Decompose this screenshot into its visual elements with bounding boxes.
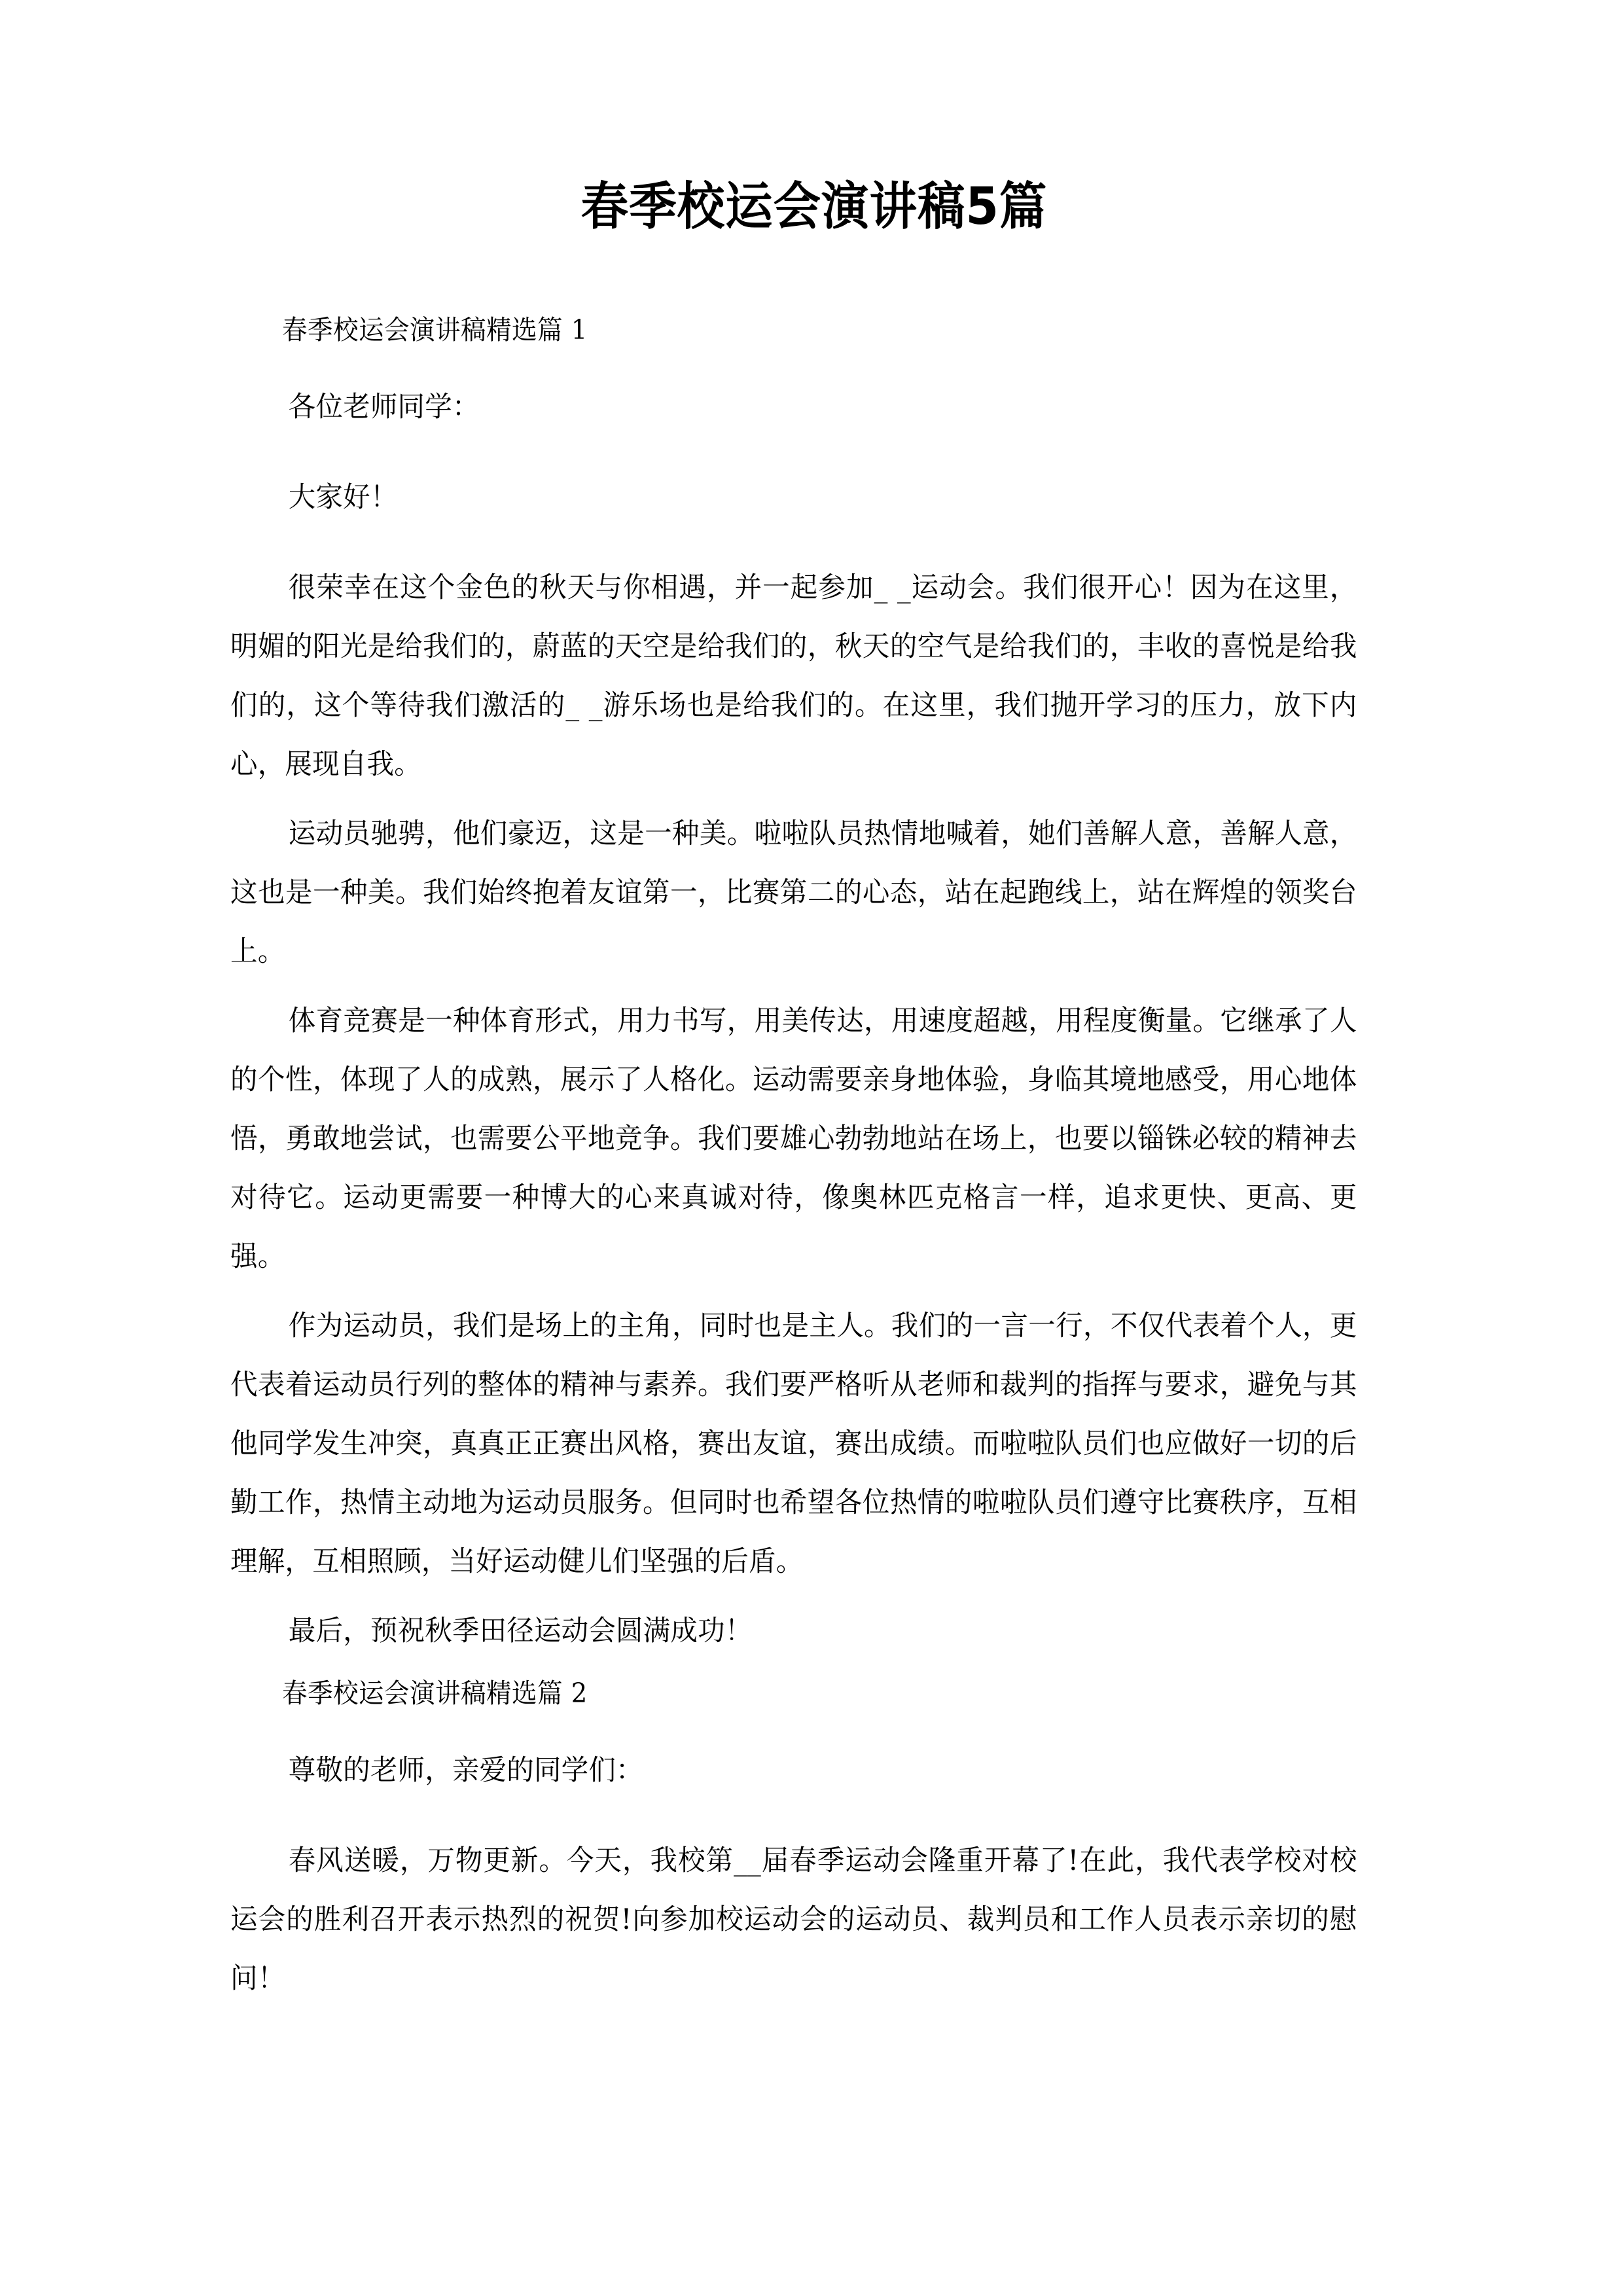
section-1-paragraph-4: 作为运动员，我们是场上的主角，同时也是主人。我们的一言一行，不仅代表着个人，更代表着运动员行列的整体的精神与素养。我们要严格听从老师和裁判的指挥与要求，避免与其他同学发生冲突，真真正正赛出风格，赛出友谊，赛出成绩。而啦啦队员们也应做好一切的后勤工作，热情主动地为运动员服务。但同时也希望各位热情的啦啦队员们遵守比赛秩序，互相理解，互相照顾，当好运动健儿们坚强的后盾。 (230, 1309, 1357, 1578)
section-1-paragraph-3: 体育竞赛是一种体育形式，用力书写，用美传达，用速度超越，用程度衡量。它继承了人的个性，体现了人的成熟，展示了人格化。运动需要亲身地体验，身临其境地感受，用心地体悟，勇敢地尝试，也需要公平地竞争。我们要雄心勃勃地站在场上，也要以锱铢必较的精神去对待它。运动更需要一种博大的心来真诚对待，像奥林匹克格言一样，追求更快、更高、更强。 (230, 1004, 1357, 1273)
section-2-salutation: 尊敬的老师，亲爱的同学们： (288, 1753, 643, 1787)
spacer (230, 794, 1398, 804)
section-1-closing: 最后，预祝秋季田径运动会圆满成功！ (288, 1614, 753, 1647)
spacer (230, 1286, 1398, 1297)
spacer (230, 237, 1398, 317)
section-2 (230, 1677, 1398, 2008)
spacer (230, 437, 1398, 468)
section-1-paragraph-1: 很荣幸在这个金色的秋天与你相遇，并一起参加_ _运动会。我们很开心！因为在这里，明媚的阳光是给我们的，蔚蓝的天空是给我们的，秋天的空气是给我们的，丰收的喜悦是给我们的，这个等待我们激活的_ _游乐场也是给我们的。在这里，我们抛开学习的压力，放下内心，展现自我。 (230, 571, 1357, 781)
spacer (230, 981, 1398, 992)
section-2-heading: 春季校运会演讲稿精选篇 2 (281, 1677, 588, 1709)
section-1-paragraph-2: 运动员驰骋，他们豪迈，这是一种美。啦啦队员热情地喊着，她们善解人意，善解人意，这也是一种美。我们始终抱着友谊第一，比赛第二的心态，站在起跑线上，站在辉煌的领奖台上。 (230, 817, 1357, 968)
section-1-greeting: 大家好！ (288, 480, 398, 514)
section-1-salutation: 各位老师同学： (288, 390, 480, 423)
page-title: 春季校运会演讲稿5篇 (580, 177, 1048, 236)
section-1-heading: 春季校运会演讲稿精选篇 1 (281, 314, 588, 346)
spacer (230, 344, 1398, 378)
spacer (230, 1707, 1398, 1741)
section-1 (230, 314, 1398, 1660)
section-2-paragraph-1: 春风送暖，万物更新。今天，我校第__届春季运动会隆重开幕了!在此，我代表学校对校运会的胜利召开表示热烈的祝贺!向参加校运动会的运动员、裁判员和工作人员表示亲切的慰问！ (230, 1844, 1357, 1995)
spacer (230, 1800, 1398, 1831)
spacer (230, 527, 1398, 558)
page-content (230, 0, 1398, 2008)
spacer (230, 1591, 1398, 1602)
